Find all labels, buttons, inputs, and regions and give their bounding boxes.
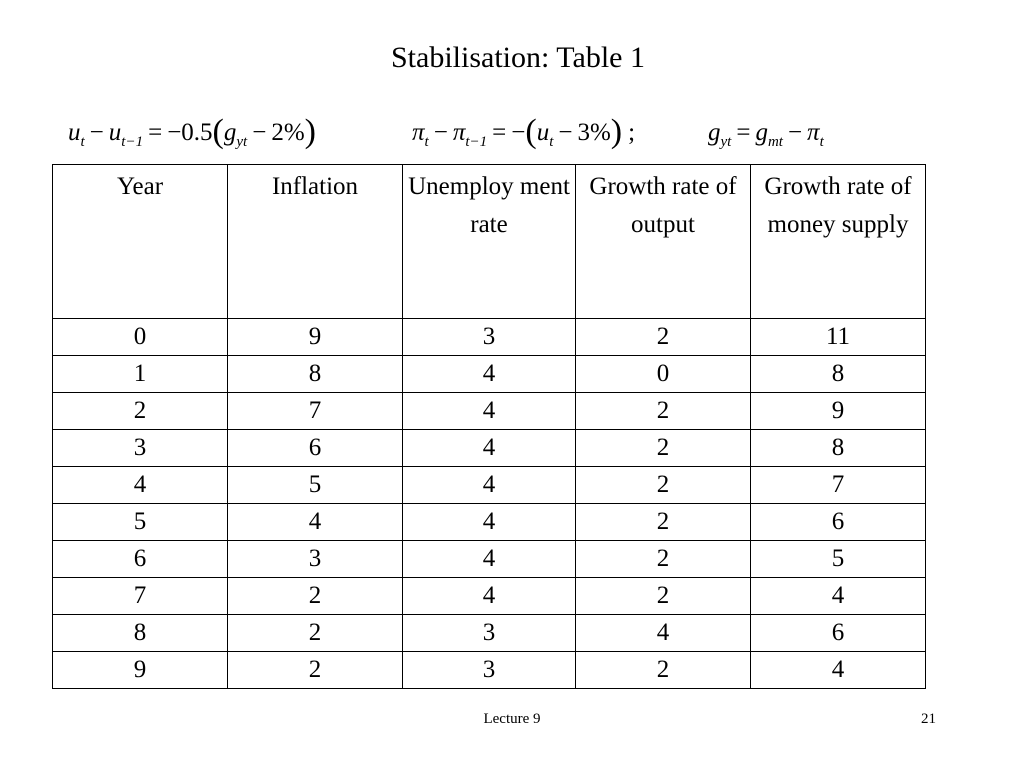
cell-output-growth: 2	[576, 319, 751, 356]
cell-year: 6	[53, 541, 228, 578]
slide-title: Stabilisation: Table 1	[391, 41, 645, 74]
cell-year: 4	[53, 467, 228, 504]
table-row	[53, 356, 926, 393]
eq2-equals: =	[492, 119, 507, 146]
header-year: Year	[53, 165, 228, 319]
cell-inflation: 6	[228, 430, 403, 467]
cell-money-growth: 8	[751, 356, 926, 393]
cell-year: 9	[53, 652, 228, 689]
cell-year: 7	[53, 578, 228, 615]
cell-inflation: 7	[228, 393, 403, 430]
cell-money-growth: 11	[751, 319, 926, 356]
eq2-sub-t-2: t	[549, 134, 554, 150]
cell-unemployment-rate: 4	[403, 356, 576, 393]
table-row	[53, 541, 926, 578]
cell-year: 5	[53, 504, 228, 541]
eq1-sub-yt: yt	[236, 134, 248, 150]
eq2-pi-lag: π	[452, 119, 466, 146]
table-row	[53, 615, 926, 652]
table-row	[53, 652, 926, 689]
eq3-g-money: g	[755, 119, 768, 146]
equation-output-growth	[708, 116, 824, 150]
cell-year: 8	[53, 615, 228, 652]
eq3-equals: =	[736, 119, 751, 146]
table-row	[53, 319, 926, 356]
page-number: 21	[921, 711, 936, 727]
eq3-sub-yt: yt	[720, 134, 732, 150]
cell-output-growth: 4	[576, 615, 751, 652]
header-inflation: Inflation	[228, 165, 403, 319]
cell-inflation: 8	[228, 356, 403, 393]
eq2-minus: −	[433, 119, 448, 146]
cell-money-growth: 9	[751, 393, 926, 430]
eq2-negation: −	[511, 119, 526, 146]
cell-output-growth: 2	[576, 541, 751, 578]
table-row	[53, 393, 926, 430]
cell-output-growth: 2	[576, 652, 751, 689]
eq1-open-paren: (	[212, 113, 224, 150]
cell-money-growth: 4	[751, 578, 926, 615]
cell-year: 1	[53, 356, 228, 393]
header-output-growth: Growth rate of output	[576, 165, 751, 319]
eq3-pi: π	[807, 119, 820, 146]
cell-unemployment-rate: 3	[403, 319, 576, 356]
table-row	[53, 578, 926, 615]
cell-inflation: 2	[228, 652, 403, 689]
cell-year: 2	[53, 393, 228, 430]
cell-unemployment-rate: 4	[403, 578, 576, 615]
table-header-row	[53, 165, 926, 319]
cell-unemployment-rate: 4	[403, 541, 576, 578]
cell-money-growth: 5	[751, 541, 926, 578]
cell-inflation: 2	[228, 578, 403, 615]
cell-money-growth: 4	[751, 652, 926, 689]
eq2-threshold: 3%	[577, 119, 611, 146]
cell-unemployment-rate: 3	[403, 652, 576, 689]
cell-inflation: 3	[228, 541, 403, 578]
cell-unemployment-rate: 4	[403, 393, 576, 430]
eq1-sub-t-minus-1: t−1	[121, 134, 144, 150]
cell-output-growth: 2	[576, 467, 751, 504]
cell-money-growth: 6	[751, 615, 926, 652]
cell-output-growth: 0	[576, 356, 751, 393]
eq1-minus-2: −	[252, 119, 267, 146]
eq2-close-paren: )	[610, 113, 623, 150]
cell-money-growth: 6	[751, 504, 926, 541]
eq2-u: u	[536, 119, 550, 146]
cell-inflation: 4	[228, 504, 403, 541]
eq1-sub-t: t	[80, 134, 85, 150]
eq2-minus-2: −	[558, 119, 573, 146]
equation-separator: ;	[628, 119, 636, 146]
eq1-coefficient: −0.5	[167, 119, 213, 146]
cell-money-growth: 7	[751, 467, 926, 504]
cell-unemployment-rate: 4	[403, 467, 576, 504]
footer-lecture-label: Lecture 9	[483, 711, 541, 727]
eq1-u: u	[68, 119, 81, 146]
table-row	[53, 430, 926, 467]
cell-inflation: 9	[228, 319, 403, 356]
eq3-minus: −	[787, 119, 803, 146]
cell-inflation: 5	[228, 467, 403, 504]
cell-year: 3	[53, 430, 228, 467]
equation-unemployment	[68, 113, 316, 150]
eq1-close-paren: )	[304, 113, 316, 150]
eq1-minus: −	[89, 119, 104, 146]
cell-inflation: 2	[228, 615, 403, 652]
header-money-growth: Growth rate of money supply	[751, 165, 926, 319]
cell-year: 0	[53, 319, 228, 356]
eq3-sub-mt: mt	[767, 134, 783, 150]
equation-inflation	[412, 113, 636, 150]
cell-output-growth: 2	[576, 504, 751, 541]
eq3-sub-t: t	[819, 134, 824, 150]
cell-output-growth: 2	[576, 393, 751, 430]
equations-row	[64, 108, 964, 158]
eq1-g: g	[223, 119, 237, 146]
table-body	[53, 319, 926, 689]
eq1-equals: =	[148, 119, 163, 146]
cell-unemployment-rate: 4	[403, 504, 576, 541]
cell-unemployment-rate: 3	[403, 615, 576, 652]
cell-output-growth: 2	[576, 578, 751, 615]
eq1-u-lag: u	[108, 119, 122, 146]
eq2-sub-t-minus-1: t−1	[465, 134, 488, 150]
eq2-pi: π	[412, 119, 425, 146]
cell-money-growth: 8	[751, 430, 926, 467]
eq2-open-paren: (	[525, 113, 537, 150]
cell-unemployment-rate: 4	[403, 430, 576, 467]
table-row	[53, 467, 926, 504]
eq3-g: g	[708, 119, 721, 146]
stabilisation-table	[52, 164, 926, 689]
eq1-target: 2%	[271, 119, 305, 146]
header-unemployment-rate: Unemploy ment rate	[403, 165, 576, 319]
eq2-sub-t: t	[424, 134, 429, 150]
table-row	[53, 504, 926, 541]
cell-output-growth: 2	[576, 430, 751, 467]
